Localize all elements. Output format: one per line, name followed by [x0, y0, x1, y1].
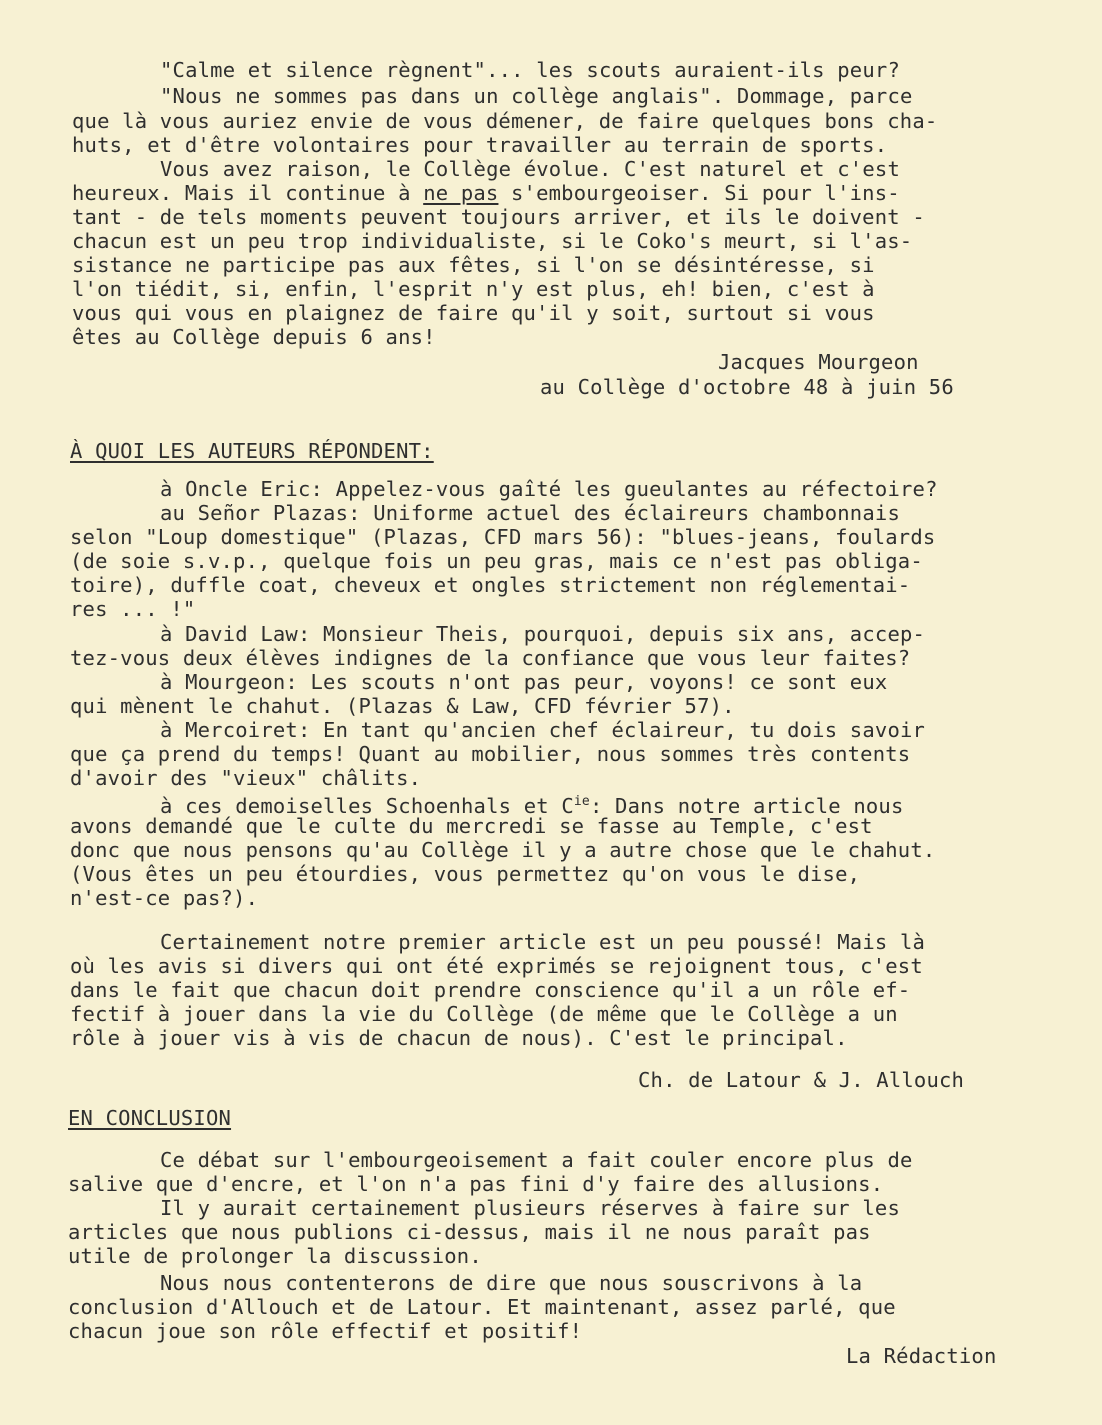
superscript: ie — [573, 794, 590, 809]
signature: La Rédaction — [846, 1344, 997, 1368]
text-line: à Mourgeon: Les scouts n'ont pas peur, voyons! ce sont eux — [160, 670, 888, 694]
section-heading: À QUOI LES AUTEURS RÉPONDENT: — [70, 439, 434, 463]
signature-name: Jacques Mourgeon — [718, 350, 919, 374]
text-line: Il y aurait certainement plusieurs réserves à faire sur les — [160, 1196, 900, 1220]
text-line: Ce débat sur l'embourgeoisement a fait couler encore plus de — [160, 1148, 913, 1172]
text-fragment: à ces demoiselles Schoenhals et C — [160, 793, 574, 818]
section-heading: EN CONCLUSION — [68, 1106, 232, 1130]
text-line: conclusion d'Allouch et de Latour. Et maintenant, assez parlé, que — [68, 1295, 896, 1319]
text-line: Nous nous contenterons de dire que nous souscrivons à la — [160, 1271, 863, 1295]
text-line: salive que d'encre, et l'on n'a pas fini d'y faire des allusions. — [68, 1172, 884, 1196]
text-line: d'avoir des "vieux" châlits. — [70, 766, 422, 790]
signature: Ch. de Latour & J. Allouch — [638, 1068, 965, 1092]
text-line: à David Law: Monsieur Theis, pourquoi, depuis six ans, accep- — [160, 622, 926, 646]
text-fragment: s'embourgeoiser. Si pour l'ins- — [498, 181, 900, 205]
text-line: Certainement notre premier article est un peu poussé! Mais là — [160, 930, 926, 954]
text-line: que là vous auriez envie de vous démener, de faire quelques bons cha- — [72, 109, 938, 133]
text-line: fectif à jouer dans la vie du Collège (de même que le Collège a un — [70, 1002, 898, 1026]
text-fragment: : Dans notre article nous — [589, 793, 904, 818]
text-line: rôle à jouer vis à vis de chacun de nous). C'est le principal. — [70, 1026, 848, 1050]
text-line: où les avis si divers qui ont été exprimés se rejoignent tous, c'est — [70, 954, 923, 978]
text-line: articles que nous publions ci-dessus, mais il ne nous paraît pas — [68, 1220, 871, 1244]
text-line: l'on tiédit, si, enfin, l'esprit n'y est plus, eh! bien, c'est à — [72, 277, 875, 301]
text-line: (Vous êtes un peu étourdies, vous permettez qu'on vous le dise, — [70, 862, 861, 886]
text-line: "Calme et silence règnent"... les scouts auraient-ils peur? — [160, 58, 900, 82]
signature-note: au Collège d'octobre 48 à juin 56 — [540, 375, 954, 399]
text-line: êtes au Collège depuis 6 ans! — [72, 325, 436, 349]
text-line: utile de prolonger la discussion. — [68, 1244, 482, 1268]
text-line: dans le fait que chacun doit prendre conscience qu'il a un rôle ef- — [70, 978, 911, 1002]
text-line: tez-vous deux élèves indignes de la confiance que vous leur faites? — [70, 646, 911, 670]
text-line: toire), duffle coat, cheveux et ongles strictement non réglementai- — [70, 573, 911, 597]
text-line: selon "Loup domestique" (Plazas, CFD mars 56): "blues-jeans, foulards — [70, 525, 936, 549]
text-fragment: heureux. Mais il continue à — [72, 181, 424, 205]
text-line: vous qui vous en plaignez de faire qu'il y soit, surtout si vous — [72, 301, 875, 325]
text-line — [72, 181, 900, 205]
text-line: que ça prend du temps! Quant au mobilier, nous sommes très contents — [70, 742, 911, 766]
text-line: à Mercoiret: En tant qu'ancien chef éclaireur, tu dois savoir — [160, 718, 926, 742]
text-line: donc que nous pensons qu'au Collège il y a autre chose que le chahut. — [70, 838, 936, 862]
text-line: n'est-ce pas?). — [70, 886, 259, 910]
text-line: à Oncle Eric: Appelez-vous gaîté les gueulantes au réfectoire? — [160, 477, 938, 501]
text-line: qui mènent le chahut. (Plazas & Law, CFD février 57). — [70, 694, 735, 718]
text-line: au Señor Plazas: Uniforme actuel des éclaireurs chambonnais — [160, 501, 900, 525]
text-line: avons demandé que le culte du mercredi se fasse au Temple, c'est — [70, 814, 873, 838]
text-line: tant - de tels moments peuvent toujours arriver, et ils le doivent - — [72, 205, 925, 229]
text-line: Vous avez raison, le Collège évolue. C'est naturel et c'est — [160, 157, 900, 181]
text-line: chacun est un peu trop individualiste, si le Coko's meurt, si l'as- — [72, 229, 913, 253]
text-line: huts, et d'être volontaires pour travailler au terrain de sports. — [72, 133, 888, 157]
text-line: (de soie s.v.p., quelque fois un peu gras, mais ce n'est pas obliga- — [70, 549, 923, 573]
underlined-emphasis: ne pas — [423, 181, 499, 205]
text-line: res ... !" — [70, 597, 196, 621]
text-line: chacun joue son rôle effectif et positif! — [68, 1319, 583, 1343]
text-line: "Nous ne sommes pas dans un collège anglais". Dommage, parce — [160, 84, 913, 108]
text-line: sistance ne participe pas aux fêtes, si l'on se désintéresse, si — [72, 253, 875, 277]
